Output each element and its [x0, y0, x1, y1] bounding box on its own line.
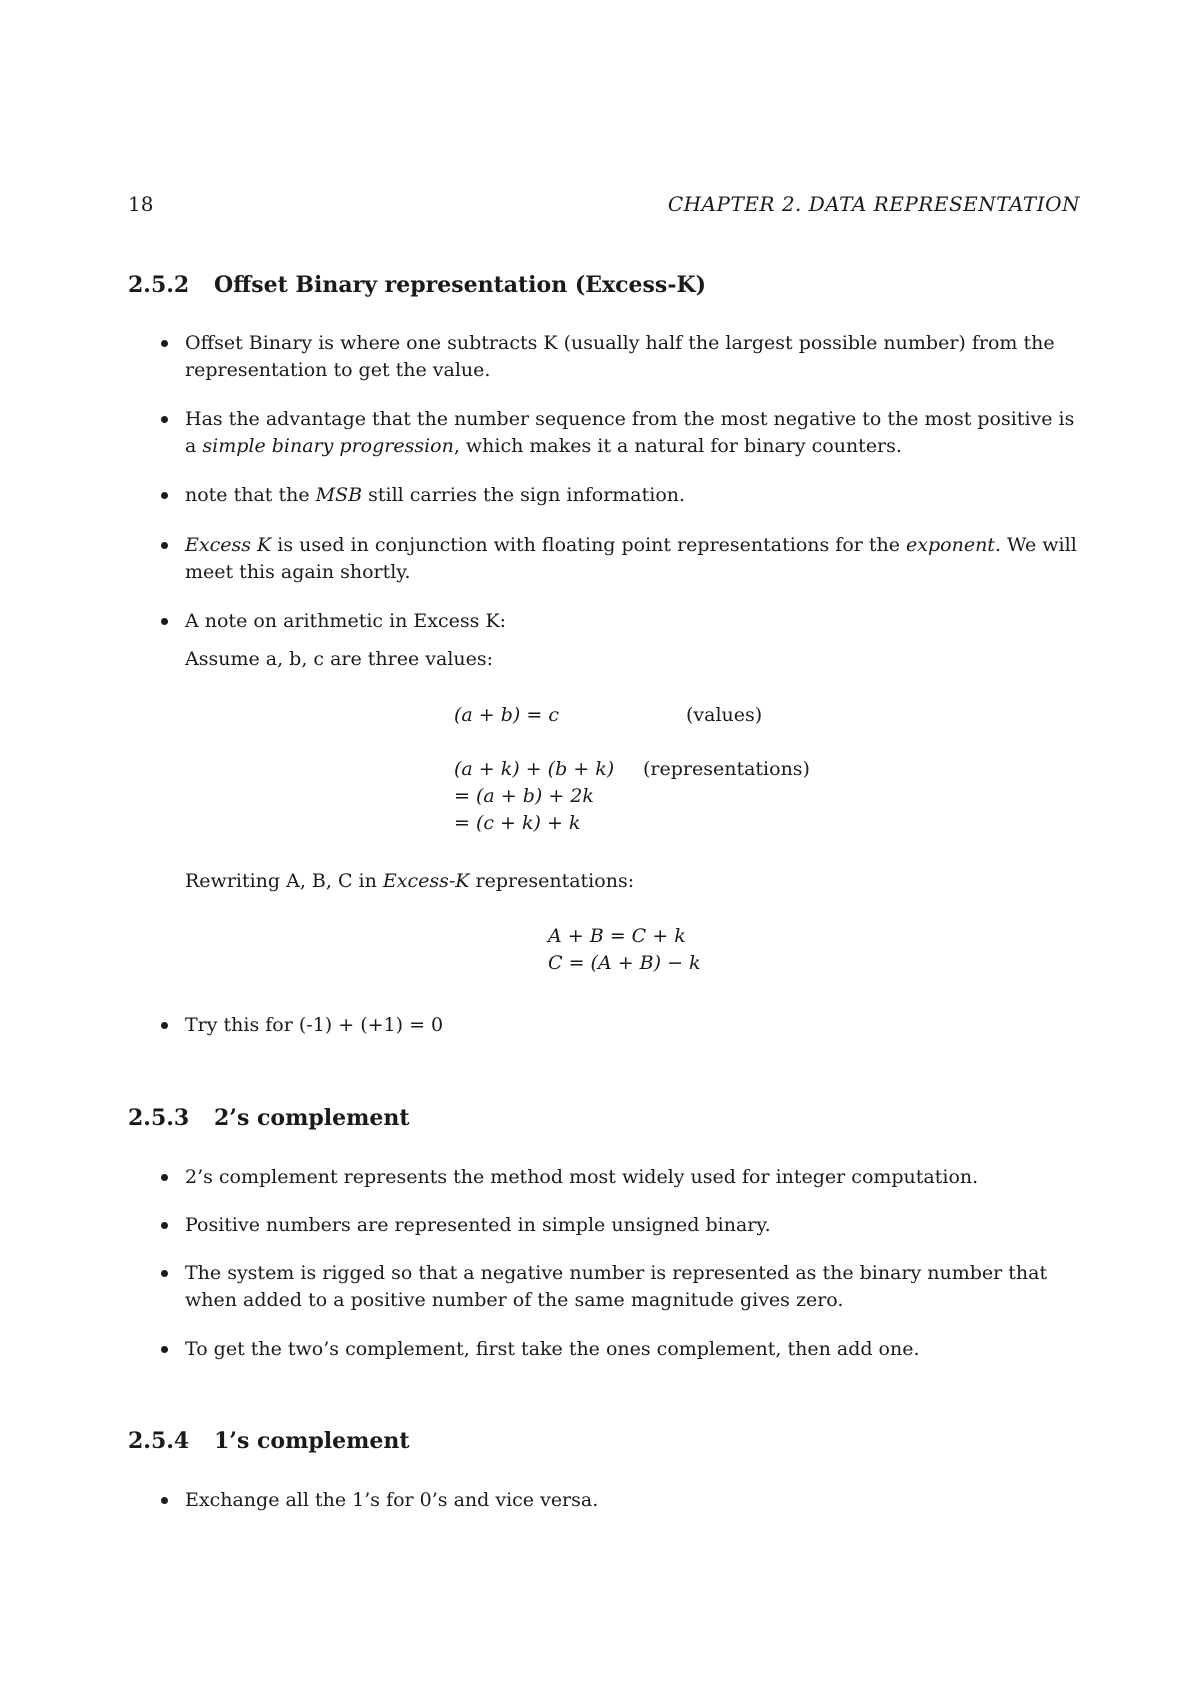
- list-item-text: The system is rigged so that a negative number is represented as the binary number that when added to a positive number of the same magnitude gives zero.: [185, 1262, 1048, 1311]
- emphasis-text: simple binary progression: [202, 435, 454, 457]
- bullet-icon: [161, 618, 168, 625]
- section-number: 2.5.4: [128, 1428, 190, 1454]
- list-item-text: Exchange all the 1’s for 0’s and vice versa.: [185, 1489, 599, 1511]
- section-heading-2-5-4: [128, 1428, 410, 1454]
- emphasis-text: exponent: [906, 534, 995, 556]
- bullet-icon: [161, 416, 168, 423]
- bullet-icon: [161, 1174, 168, 1181]
- list-item: [185, 532, 1080, 586]
- rewriting-text-start: Rewriting A, B, C in: [185, 870, 383, 892]
- bullet-icon: [161, 1497, 168, 1504]
- bullet-icon: [161, 1222, 168, 1229]
- emphasis-text: Excess-K: [382, 870, 470, 892]
- list-item-text-end: . We will meet this again shortly.: [185, 534, 1077, 583]
- equation-values-note: (values): [686, 704, 763, 726]
- equation-abc-1: A + B = C + k: [548, 925, 686, 947]
- list-item-text: 2’s complement represents the method most widely used for integer computation.: [185, 1166, 979, 1188]
- list-item-text: Try this for (-1) + (+1) = 0: [185, 1014, 444, 1036]
- emphasis-text: MSB: [315, 484, 363, 506]
- list-item-text-start: Has the advantage that the number sequence from the most negative to the most positive is a: [185, 408, 1075, 457]
- equation-representations-3: = (c + k) + k: [454, 812, 581, 834]
- list-item-text: A note on arithmetic in Excess K:: [185, 610, 507, 632]
- section-title: 2’s complement: [214, 1105, 410, 1131]
- equation-values: (a + b) = c: [454, 704, 559, 726]
- bullet-icon: [161, 492, 168, 499]
- section-title: 1’s complement: [214, 1428, 410, 1454]
- running-header: [128, 192, 1080, 222]
- rewriting-paragraph: [185, 870, 634, 892]
- page-number: 18: [128, 192, 154, 216]
- list-item-text-end: still carries the sign information.: [362, 484, 686, 506]
- equation-abc-2: C = (A + B) − k: [548, 952, 701, 974]
- equation-representations-note: (representations): [643, 758, 810, 780]
- bullet-icon: [161, 340, 168, 347]
- list-item-text: To get the two’s complement, first take the ones complement, then add one.: [185, 1338, 920, 1360]
- list-item-text-mid: is used in conjunction with floating point representations for the: [271, 534, 907, 556]
- list-item: [185, 330, 1080, 384]
- list-item: [185, 1212, 1080, 1239]
- list-item: [185, 608, 1080, 635]
- list-item: [185, 1336, 1080, 1363]
- assume-paragraph: Assume a, b, c are three values:: [185, 648, 494, 670]
- list-item: [185, 1487, 1080, 1514]
- rewriting-text-end: representations:: [469, 870, 635, 892]
- list-item-text: Offset Binary is where one subtracts K (usually half the largest possible number) from the representation to get the value.: [185, 332, 1055, 381]
- section-heading-2-5-3: [128, 1105, 410, 1131]
- chapter-title: CHAPTER 2. DATA REPRESENTATION: [667, 192, 1080, 216]
- list-item-text-start: note that the: [185, 484, 316, 506]
- bullet-icon: [161, 1346, 168, 1353]
- list-item: [185, 1012, 1080, 1039]
- equation-representations-2: = (a + b) + 2k: [454, 785, 594, 807]
- section-number: 2.5.2: [128, 272, 190, 298]
- bullet-icon: [161, 1022, 168, 1029]
- emphasis-text: Excess K: [185, 534, 272, 556]
- list-item: [185, 1260, 1080, 1314]
- section-title: Offset Binary representation (Excess-K): [214, 272, 706, 298]
- bullet-icon: [161, 1270, 168, 1277]
- bullet-icon: [161, 542, 168, 549]
- list-item: [185, 406, 1080, 460]
- list-item: [185, 1164, 1080, 1191]
- section-heading-2-5-2: [128, 272, 706, 298]
- list-item: [185, 482, 1080, 509]
- section-number: 2.5.3: [128, 1105, 190, 1131]
- list-item-text-end: , which makes it a natural for binary counters.: [453, 435, 902, 457]
- list-item-text: Positive numbers are represented in simple unsigned binary.: [185, 1214, 771, 1236]
- equation-representations-1: (a + k) + (b + k): [454, 758, 615, 780]
